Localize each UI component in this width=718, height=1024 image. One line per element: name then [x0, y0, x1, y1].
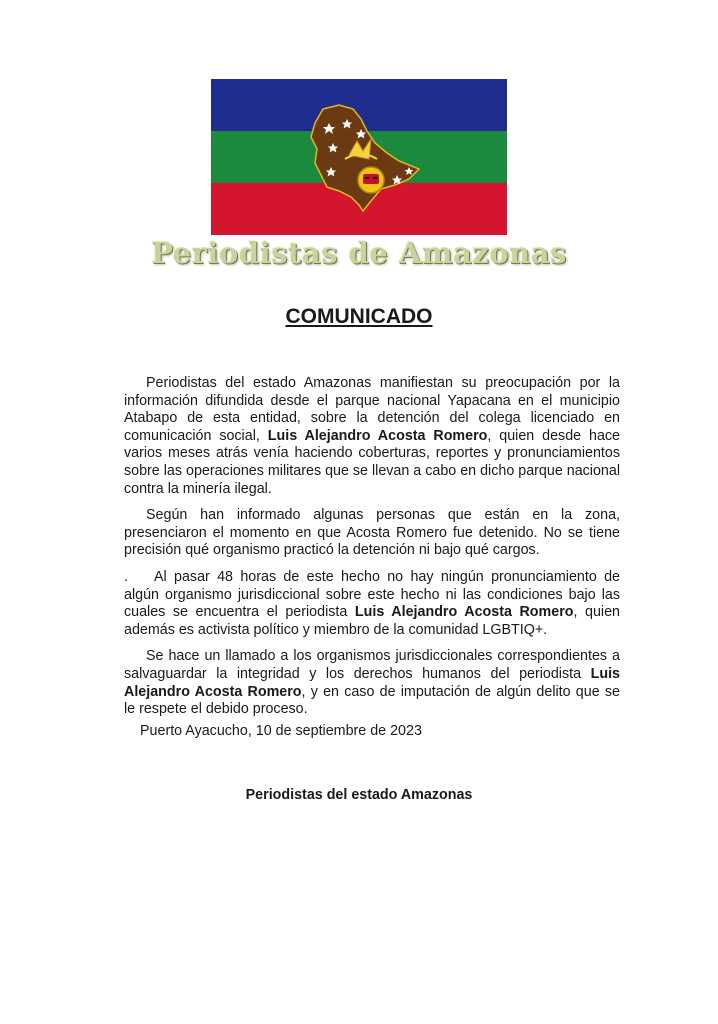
paragraph-1: Periodistas del estado Amazonas manifiestan su preocupación por la información difundida desde el parque nacional Yapacana en el municipio Atabapo de esta entidad, sobre la detención del colega licenciado en comunicación social, Luis Alejandro Acosta Romero, quien desde hace varios meses atrás venía haciendo coberturas, reportes y pronunciamientos sobre las operaciones militares que se llevan a cabo en dicho parque nacional contra la minería ilegal. [124, 375, 621, 497]
journalist-name: Luis Alejandro Acosta Romero [354, 604, 574, 621]
paragraph-4: Se hace un llamado a los organismos jurisdiccionales correspondientes a salvaguardar la integridad y los derechos humanos del periodista Luis Alejandro Acosta Romero, y en caso de imputación de algún delito que se le respete el debido proceso. [124, 648, 620, 718]
amazonas-flag [211, 79, 507, 235]
journalist-name: Luis Alejandro Acosta Romero [124, 665, 620, 700]
organization-title: Periodistas de Amazonas [151, 236, 567, 270]
paragraph-2: Según han informado algunas personas que están en la zona, presenciaron el momento en que Acosta Romero fue detenido. No se tiene precisión qué organismo practicó la detención ni bajo qué cargos. [124, 507, 620, 559]
document-heading: COMUNICADO [285, 305, 433, 328]
place-and-date: Puerto Ayacucho, 10 de septiembre de 2023 [140, 723, 422, 739]
paragraph-3: . Al pasar 48 horas de este hecho no hay ningún pronunciamiento de algún organismo jurisdiccional sobre este hecho ni las condiciones bajo las cuales se encuentra el periodista Luis Alejandro Acosta Romero, quien además es activista político y miembro de la comunidad LGBTIQ+. [124, 568, 621, 638]
communique-body [124, 375, 620, 728]
signature: Periodistas del estado Amazonas [245, 787, 473, 803]
journalist-name: Luis Alejandro Acosta Romero [267, 427, 488, 444]
